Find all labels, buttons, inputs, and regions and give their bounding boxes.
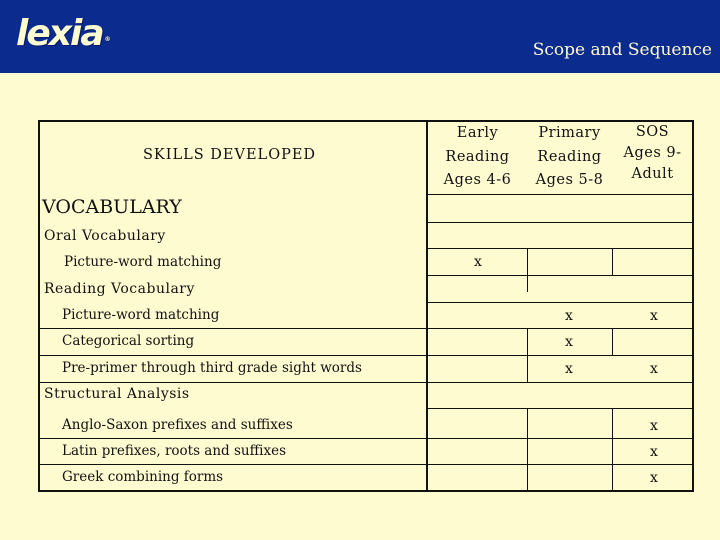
grid-v-early-primary [527, 248, 528, 292]
mark-categorical-primary: x [565, 334, 573, 350]
grid-v-early-primary [527, 408, 528, 490]
grid-h [38, 328, 694, 329]
table-border-bottom [38, 490, 694, 492]
logo-text: lexia [16, 13, 103, 54]
lexia-logo [16, 12, 109, 56]
grid-v-primary-sos [612, 248, 613, 276]
column-header-sos-line2: Ages 9- [623, 145, 682, 161]
row-categorical-sorting: Categorical sorting [62, 333, 195, 349]
grid-h [38, 464, 694, 465]
table-border-right [692, 120, 694, 492]
grid-h [428, 302, 692, 303]
mark-reading-picture-sos: x [650, 308, 658, 324]
section-oral-vocabulary: Oral Vocabulary [44, 228, 166, 244]
section-structural-analysis: Structural Analysis [44, 386, 190, 402]
trademark-icon: ® [104, 36, 111, 43]
mark-preprimer-sos: x [650, 361, 658, 377]
grid-v-primary-sos [612, 408, 613, 490]
scope-sequence-table [38, 120, 694, 492]
grid-h [38, 355, 694, 356]
column-header-sos [613, 122, 692, 185]
row-anglo-saxon: Anglo-Saxon prefixes and suffixes [62, 417, 293, 433]
column-header-primary [527, 122, 612, 193]
grid-h [38, 382, 694, 383]
mark-reading-picture-primary: x [565, 308, 573, 324]
row-pre-primer-sight-words: Pre-primer through third grade sight words [62, 360, 362, 376]
column-header-sos-line1: SOS [635, 124, 670, 140]
grid-h [428, 222, 692, 223]
column-header-early-line3: Ages 4-6 [443, 172, 512, 188]
column-header-early-line2: Reading [445, 148, 510, 165]
row-latin-prefixes: Latin prefixes, roots and suffixes [62, 443, 287, 459]
grid-h [38, 438, 694, 439]
grid-h [428, 408, 692, 409]
column-header-primary-line1: Primary [538, 125, 601, 141]
mark-latin-sos: x [650, 444, 658, 460]
grid-v-primary-sos [612, 328, 613, 356]
mark-preprimer-primary: x [565, 361, 573, 377]
column-header-primary-line2: Reading [537, 148, 602, 165]
grid-h [428, 194, 692, 195]
table-border-left [38, 120, 40, 492]
section-vocabulary: VOCABULARY [42, 196, 182, 218]
mark-greek-sos: x [650, 470, 658, 486]
grid-h [428, 248, 692, 249]
header-banner [0, 0, 720, 73]
row-oral-picture-word-matching: Picture-word matching [64, 254, 222, 270]
page-title: Scope and Sequence [532, 40, 712, 60]
skills-developed-header: SKILLS DEVELOPED [143, 147, 317, 163]
grid-h [428, 275, 692, 276]
column-header-primary-line3: Ages 5-8 [535, 172, 604, 188]
mark-anglo-sos: x [650, 418, 658, 434]
column-header-early-line1: Early [456, 125, 499, 141]
section-reading-vocabulary: Reading Vocabulary [44, 281, 195, 297]
row-reading-picture-word-matching: Picture-word matching [62, 307, 220, 323]
row-greek-combining: Greek combining forms [62, 469, 224, 485]
column-header-sos-line3: Adult [631, 166, 674, 182]
column-header-early [428, 122, 527, 193]
mark-oral-picture-early: x [474, 254, 482, 270]
